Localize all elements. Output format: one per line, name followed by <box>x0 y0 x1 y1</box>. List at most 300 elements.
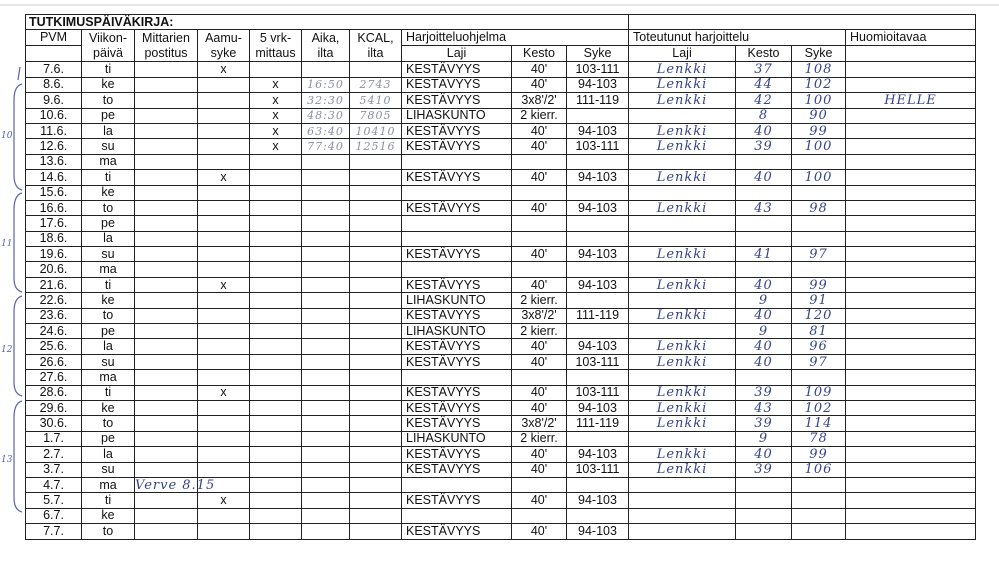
cell-kesto: 40' <box>512 493 567 508</box>
cell-aamusyke <box>198 200 250 215</box>
cell-toteutunut-laji: Lenkki <box>629 170 736 185</box>
cell-5vrk-mittaus <box>250 62 302 77</box>
cell-toteutunut-laji <box>629 185 736 200</box>
cell-kesto: 2 kierr. <box>512 108 567 123</box>
header-aamusyke-1: Aamu- <box>198 30 250 46</box>
cell-kesto: 40' <box>512 339 567 354</box>
cell-toteutunut-kesto: 37 <box>736 62 792 77</box>
cell-toteutunut-kesto: 9 <box>736 293 792 308</box>
cell-5vrk-mittaus <box>250 400 302 415</box>
cell-toteutunut-kesto: 43 <box>736 200 792 215</box>
cell-aamusyke <box>198 447 250 462</box>
cell-huomioitavaa <box>846 508 976 523</box>
table-row <box>26 62 976 77</box>
margin-tick <box>18 67 20 80</box>
cell-kcal-ilta <box>350 185 402 200</box>
cell-toteutunut-syke: 109 <box>792 385 846 400</box>
cell-toteutunut-syke: 100 <box>792 170 846 185</box>
cell-kesto: 40' <box>512 123 567 138</box>
table-row <box>26 462 976 477</box>
cell-toteutunut-kesto <box>736 477 792 492</box>
cell-5vrk-mittaus <box>250 324 302 339</box>
cell-toteutunut-syke <box>792 477 846 492</box>
cell-huomioitavaa <box>846 293 976 308</box>
cell-viikonpaiva: su <box>82 354 135 369</box>
cell-toteutunut-laji <box>629 524 736 539</box>
cell-kesto: 40' <box>512 354 567 369</box>
cell-mittarien-postitus <box>135 385 198 400</box>
cell-mittarien-postitus <box>135 77 198 92</box>
cell-huomioitavaa <box>846 231 976 246</box>
cell-huomioitavaa <box>846 308 976 323</box>
cell-syke: 94-103 <box>567 339 629 354</box>
cell-pvm: 29.6. <box>26 400 82 415</box>
cell-aamusyke <box>198 339 250 354</box>
table-row <box>26 385 976 400</box>
cell-kcal-ilta <box>350 447 402 462</box>
cell-laji: KESTÄVYYS <box>402 493 512 508</box>
cell-aika-ilta <box>302 339 350 354</box>
margin-note-week-3: 12 <box>1 345 13 355</box>
cell-aamusyke <box>198 77 250 92</box>
cell-huomioitavaa <box>846 108 976 123</box>
cell-kcal-ilta <box>350 262 402 277</box>
table-row <box>26 431 976 446</box>
cell-toteutunut-syke <box>792 216 846 231</box>
cell-syke: 94-103 <box>567 447 629 462</box>
cell-laji: KESTÄVYYS <box>402 447 512 462</box>
cell-pvm: 3.7. <box>26 462 82 477</box>
cell-toteutunut-kesto <box>736 493 792 508</box>
margin-note-week-4: 13 <box>1 455 13 465</box>
cell-kesto: 40' <box>512 247 567 262</box>
cell-mittarien-postitus <box>135 154 198 169</box>
cell-pvm: 14.6. <box>26 170 82 185</box>
cell-aamusyke: x <box>198 277 250 292</box>
cell-syke: 94-103 <box>567 400 629 415</box>
cell-toteutunut-laji: Lenkki <box>629 416 736 431</box>
cell-pvm: 22.6. <box>26 293 82 308</box>
cell-syke: 94-103 <box>567 170 629 185</box>
cell-5vrk-mittaus <box>250 262 302 277</box>
cell-mittarien-postitus <box>135 493 198 508</box>
cell-kesto: 40' <box>512 77 567 92</box>
cell-viikonpaiva: to <box>82 93 135 108</box>
cell-kesto: 40' <box>512 447 567 462</box>
cell-5vrk-mittaus <box>250 431 302 446</box>
cell-aamusyke <box>198 293 250 308</box>
cell-kcal-ilta <box>350 416 402 431</box>
cell-mittarien-postitus <box>135 139 198 154</box>
cell-viikonpaiva: ti <box>82 62 135 77</box>
cell-viikonpaiva: ti <box>82 170 135 185</box>
cell-mittarien-postitus <box>135 370 198 385</box>
cell-syke: 103-111 <box>567 139 629 154</box>
cell-toteutunut-laji: Lenkki <box>629 339 736 354</box>
cell-toteutunut-syke: 99 <box>792 447 846 462</box>
cell-kcal-ilta <box>350 277 402 292</box>
cell-kesto: 40' <box>512 385 567 400</box>
cell-5vrk-mittaus <box>250 493 302 508</box>
cell-toteutunut-kesto: 39 <box>736 385 792 400</box>
cell-aamusyke <box>198 400 250 415</box>
cell-toteutunut-syke: 90 <box>792 108 846 123</box>
cell-aika-ilta <box>302 277 350 292</box>
cell-toteutunut-syke: 97 <box>792 247 846 262</box>
cell-toteutunut-syke: 108 <box>792 62 846 77</box>
cell-toteutunut-kesto: 39 <box>736 416 792 431</box>
cell-pvm: 19.6. <box>26 247 82 262</box>
cell-toteutunut-laji <box>629 216 736 231</box>
cell-syke: 103-111 <box>567 62 629 77</box>
cell-kesto <box>512 370 567 385</box>
header-mittarien-2: postitus <box>135 46 198 62</box>
cell-aamusyke <box>198 108 250 123</box>
cell-aika-ilta <box>302 170 350 185</box>
cell-5vrk-mittaus: x <box>250 77 302 92</box>
cell-viikonpaiva: to <box>82 416 135 431</box>
cell-kesto: 40' <box>512 462 567 477</box>
cell-pvm: 23.6. <box>26 308 82 323</box>
cell-toteutunut-syke: 106 <box>792 462 846 477</box>
cell-5vrk-mittaus <box>250 154 302 169</box>
cell-kcal-ilta <box>350 385 402 400</box>
table-row <box>26 231 976 246</box>
cell-aika-ilta <box>302 293 350 308</box>
cell-toteutunut-syke: 98 <box>792 200 846 215</box>
cell-huomioitavaa <box>846 154 976 169</box>
cell-huomioitavaa <box>846 185 976 200</box>
cell-kesto <box>512 185 567 200</box>
cell-syke <box>567 324 629 339</box>
cell-laji: KESTÄVYYS <box>402 385 512 400</box>
table-row <box>26 154 976 169</box>
cell-aamusyke <box>198 508 250 523</box>
cell-kcal-ilta <box>350 524 402 539</box>
cell-toteutunut-syke: 120 <box>792 308 846 323</box>
cell-toteutunut-laji: Lenkki <box>629 62 736 77</box>
scan-edge <box>0 4 999 6</box>
cell-5vrk-mittaus <box>250 277 302 292</box>
table-row <box>26 200 976 215</box>
cell-toteutunut-kesto: 40 <box>736 354 792 369</box>
table-row <box>26 247 976 262</box>
cell-mittarien-postitus <box>135 324 198 339</box>
cell-syke: 111-119 <box>567 93 629 108</box>
cell-toteutunut-laji <box>629 370 736 385</box>
cell-syke <box>567 370 629 385</box>
cell-syke <box>567 154 629 169</box>
cell-laji: KESTÄVYYS <box>402 416 512 431</box>
cell-laji: KESTÄVYYS <box>402 139 512 154</box>
cell-toteutunut-laji <box>629 477 736 492</box>
cell-viikonpaiva: ti <box>82 277 135 292</box>
cell-aamusyke <box>198 139 250 154</box>
cell-pvm: 13.6. <box>26 154 82 169</box>
cell-viikonpaiva: ke <box>82 400 135 415</box>
cell-toteutunut-kesto: 40 <box>736 447 792 462</box>
cell-aika-ilta <box>302 447 350 462</box>
cell-kcal-ilta <box>350 462 402 477</box>
header-aika-2: ilta <box>302 46 350 62</box>
cell-mittarien-postitus <box>135 231 198 246</box>
cell-aamusyke <box>198 216 250 231</box>
cell-toteutunut-kesto <box>736 370 792 385</box>
cell-toteutunut-laji: Lenkki <box>629 354 736 369</box>
cell-aika-ilta <box>302 200 350 215</box>
cell-toteutunut-laji <box>629 262 736 277</box>
cell-aika-ilta: 16:50 <box>302 77 350 92</box>
cell-viikonpaiva: pe <box>82 216 135 231</box>
header-pvm-blank <box>26 46 82 62</box>
cell-kcal-ilta <box>350 216 402 231</box>
cell-kcal-ilta <box>350 339 402 354</box>
table-row <box>26 185 976 200</box>
cell-toteutunut-syke: 81 <box>792 324 846 339</box>
header-huomioitavaa: Huomioitavaa <box>846 30 976 46</box>
cell-laji <box>402 477 512 492</box>
cell-mittarien-postitus <box>135 262 198 277</box>
cell-toteutunut-kesto: 39 <box>736 139 792 154</box>
cell-mittarien-postitus <box>135 185 198 200</box>
cell-aamusyke <box>198 416 250 431</box>
cell-mittarien-postitus <box>135 277 198 292</box>
cell-aika-ilta <box>302 524 350 539</box>
cell-huomioitavaa <box>846 339 976 354</box>
cell-aamusyke <box>198 123 250 138</box>
table-row <box>26 339 976 354</box>
cell-mittarien-postitus <box>135 170 198 185</box>
cell-aamusyke <box>198 524 250 539</box>
cell-viikonpaiva: ke <box>82 508 135 523</box>
cell-aika-ilta: 77:40 <box>302 139 350 154</box>
cell-toteutunut-laji: Lenkki <box>629 385 736 400</box>
cell-kesto: 40' <box>512 400 567 415</box>
table-row <box>26 170 976 185</box>
cell-viikonpaiva: la <box>82 339 135 354</box>
cell-aika-ilta <box>302 262 350 277</box>
cell-viikonpaiva: ke <box>82 293 135 308</box>
cell-aamusyke <box>198 354 250 369</box>
header-toteutunut-laji: Laji <box>629 46 736 62</box>
cell-toteutunut-syke <box>792 524 846 539</box>
margin-bracket-notes <box>0 0 25 563</box>
cell-mittarien-postitus <box>135 416 198 431</box>
table-row <box>26 477 976 492</box>
cell-kcal-ilta <box>350 493 402 508</box>
cell-toteutunut-syke: 91 <box>792 293 846 308</box>
margin-bracket-week-4 <box>14 401 22 512</box>
cell-huomioitavaa <box>846 416 976 431</box>
cell-toteutunut-kesto: 43 <box>736 400 792 415</box>
cell-toteutunut-laji: Lenkki <box>629 447 736 462</box>
cell-toteutunut-syke <box>792 185 846 200</box>
cell-kcal-ilta: 12516 <box>350 139 402 154</box>
cell-aika-ilta <box>302 185 350 200</box>
cell-kcal-ilta <box>350 508 402 523</box>
cell-toteutunut-syke <box>792 370 846 385</box>
cell-viikonpaiva: ke <box>82 185 135 200</box>
cell-5vrk-mittaus <box>250 447 302 462</box>
cell-pvm: 16.6. <box>26 200 82 215</box>
cell-laji <box>402 154 512 169</box>
cell-pvm: 9.6. <box>26 93 82 108</box>
header-toteutunut-syke: Syke <box>792 46 846 62</box>
cell-syke <box>567 477 629 492</box>
cell-kesto <box>512 231 567 246</box>
cell-pvm: 5.7. <box>26 493 82 508</box>
cell-kcal-ilta <box>350 231 402 246</box>
header-viikonpaiva-2: päivä <box>82 46 135 62</box>
cell-laji: LIHASKUNTO <box>402 431 512 446</box>
cell-toteutunut-kesto: 8 <box>736 108 792 123</box>
cell-toteutunut-kesto <box>736 231 792 246</box>
cell-kcal-ilta <box>350 324 402 339</box>
cell-toteutunut-kesto: 40 <box>736 308 792 323</box>
cell-toteutunut-laji: Lenkki <box>629 308 736 323</box>
title-row <box>26 15 976 30</box>
cell-kesto <box>512 262 567 277</box>
cell-toteutunut-syke: 99 <box>792 277 846 292</box>
cell-aamusyke: x <box>198 170 250 185</box>
cell-aamusyke <box>198 247 250 262</box>
cell-syke: 94-103 <box>567 493 629 508</box>
cell-toteutunut-laji: Lenkki <box>629 200 736 215</box>
cell-huomioitavaa <box>846 447 976 462</box>
cell-5vrk-mittaus <box>250 185 302 200</box>
cell-toteutunut-kesto: 40 <box>736 277 792 292</box>
cell-viikonpaiva: to <box>82 200 135 215</box>
cell-huomioitavaa <box>846 200 976 215</box>
cell-toteutunut-laji: Lenkki <box>629 400 736 415</box>
cell-aamusyke <box>198 262 250 277</box>
cell-toteutunut-kesto: 44 <box>736 77 792 92</box>
cell-aika-ilta <box>302 431 350 446</box>
cell-toteutunut-laji: Lenkki <box>629 462 736 477</box>
table-row <box>26 370 976 385</box>
cell-toteutunut-laji <box>629 431 736 446</box>
table-row <box>26 524 976 539</box>
cell-pvm: 15.6. <box>26 185 82 200</box>
cell-toteutunut-kesto: 9 <box>736 324 792 339</box>
cell-5vrk-mittaus <box>250 370 302 385</box>
table-row <box>26 123 976 138</box>
table-row <box>26 324 976 339</box>
cell-pvm: 2.7. <box>26 447 82 462</box>
cell-toteutunut-laji: Lenkki <box>629 139 736 154</box>
cell-viikonpaiva: su <box>82 462 135 477</box>
table-row <box>26 400 976 415</box>
cell-syke <box>567 508 629 523</box>
header-aamusyke-2: syke <box>198 46 250 62</box>
cell-aamusyke <box>198 185 250 200</box>
cell-syke: 103-111 <box>567 385 629 400</box>
cell-laji <box>402 508 512 523</box>
cell-5vrk-mittaus <box>250 231 302 246</box>
cell-aamusyke <box>198 308 250 323</box>
cell-laji: KESTÄVYYS <box>402 400 512 415</box>
cell-toteutunut-syke: 114 <box>792 416 846 431</box>
cell-mittarien-postitus: Verve 8.15 <box>135 477 216 493</box>
cell-aamusyke <box>198 462 250 477</box>
cell-aamusyke <box>198 431 250 446</box>
table-row <box>26 108 976 123</box>
cell-huomioitavaa <box>846 385 976 400</box>
cell-syke: 111-119 <box>567 308 629 323</box>
cell-kcal-ilta <box>350 200 402 215</box>
cell-5vrk-mittaus <box>250 308 302 323</box>
title-row-blank <box>629 15 976 30</box>
cell-mittarien-postitus <box>135 93 198 108</box>
cell-huomioitavaa <box>846 324 976 339</box>
margin-note-week-1: 10 <box>1 131 13 141</box>
cell-kcal-ilta: 7805 <box>350 108 402 123</box>
cell-laji <box>402 185 512 200</box>
cell-5vrk-mittaus <box>250 416 302 431</box>
cell-kesto: 3x8'/2' <box>512 93 567 108</box>
cell-toteutunut-syke <box>792 262 846 277</box>
cell-toteutunut-laji <box>629 493 736 508</box>
table-row <box>26 293 976 308</box>
table-row <box>26 216 976 231</box>
cell-syke <box>567 231 629 246</box>
cell-mittarien-postitus <box>135 200 198 215</box>
cell-laji: LIHASKUNTO <box>402 324 512 339</box>
cell-kcal-ilta <box>350 370 402 385</box>
cell-laji: KESTÄVYYS <box>402 93 512 108</box>
cell-viikonpaiva: ti <box>82 385 135 400</box>
cell-aika-ilta <box>302 400 350 415</box>
training-diary-table <box>25 14 976 540</box>
cell-syke: 94-103 <box>567 247 629 262</box>
cell-toteutunut-kesto <box>736 262 792 277</box>
header-harjoitteluohjelma: Harjoitteluohjelma <box>402 30 629 46</box>
cell-toteutunut-laji <box>629 293 736 308</box>
cell-syke: 94-103 <box>567 200 629 215</box>
cell-syke: 103-111 <box>567 462 629 477</box>
cell-toteutunut-kesto <box>736 524 792 539</box>
cell-toteutunut-kesto <box>736 185 792 200</box>
cell-aika-ilta <box>302 385 350 400</box>
cell-huomioitavaa <box>846 247 976 262</box>
cell-kesto: 40' <box>512 200 567 215</box>
cell-toteutunut-syke <box>792 154 846 169</box>
cell-pvm: 12.6. <box>26 139 82 154</box>
cell-pvm: 28.6. <box>26 385 82 400</box>
cell-5vrk-mittaus <box>250 354 302 369</box>
cell-toteutunut-laji: Lenkki <box>629 93 736 108</box>
cell-syke: 103-111 <box>567 354 629 369</box>
cell-mittarien-postitus <box>135 431 198 446</box>
cell-huomioitavaa <box>846 524 976 539</box>
cell-aika-ilta <box>302 216 350 231</box>
cell-5vrk-mittaus: x <box>250 108 302 123</box>
cell-toteutunut-kesto <box>736 216 792 231</box>
cell-viikonpaiva: ke <box>82 77 135 92</box>
cell-pvm: 6.7. <box>26 508 82 523</box>
cell-toteutunut-laji: Lenkki <box>629 77 736 92</box>
cell-huomioitavaa <box>846 216 976 231</box>
cell-viikonpaiva: pe <box>82 108 135 123</box>
cell-huomioitavaa <box>846 62 976 77</box>
cell-mittarien-postitus <box>135 524 198 539</box>
cell-viikonpaiva: to <box>82 308 135 323</box>
cell-toteutunut-kesto: 40 <box>736 339 792 354</box>
header-viikonpaiva-1: Viikon- <box>82 30 135 46</box>
header-row-2 <box>26 46 976 62</box>
cell-huomioitavaa <box>846 77 976 92</box>
cell-laji: KESTÄVYYS <box>402 277 512 292</box>
